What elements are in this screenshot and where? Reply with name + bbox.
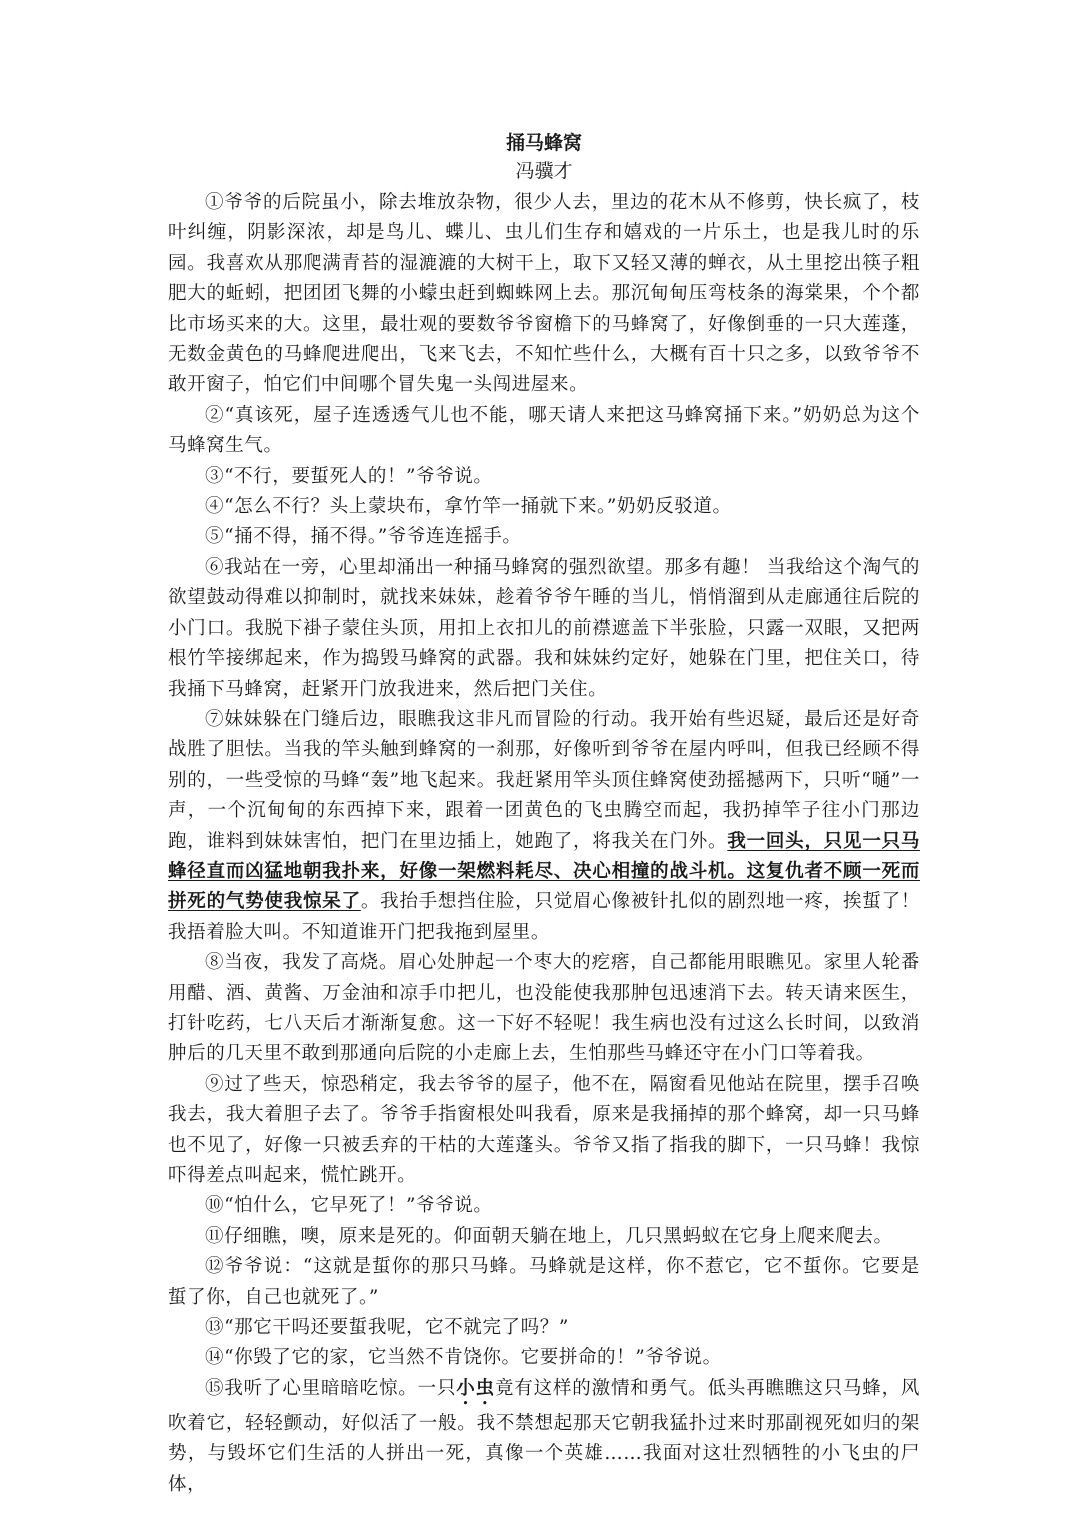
paragraph-2: ②“真该死，屋子连透透气儿也不能，哪天请人来把这马蜂窝捅下来。”奶奶总为这个马蜂窝生气。 [168,404,920,457]
paragraph-9: ⑨过了些天，惊恐稍定，我去爷爷的屋子，他不在，隔窗看见他站在院里，摆手召唤我去，我大着胆子去了。爷爷手指窗根处叫我看，原来是我捅掉的那个蜂窝，却一只马蜂也不见了，好像一只被丢弃的干枯的大莲蓬头。爷爷又指了指我的脚下，一只马蜂！我惊吓得差点叫起来，慌忙跳开。 [168,1073,920,1186]
paragraph-15-part-1: ⑮我听了心里暗暗吃惊。一只 [205,1377,457,1399]
paragraph-12: ⑫爷爷说：“这就是蜇你的那只马蜂。马蜂就是这样，你不惹它，它不蜇你。它要是蜇了你，自己也就死了。” [168,1256,920,1308]
paragraph-13: ⑬“那它干吗还要蜇我呢，它不就完了吗？” [205,1317,569,1339]
paragraph-7-part-3: 。我抬手想挡住脸，只觉眉心像被针扎似的剧烈地一疼，挨蜇了！我捂着脸大叫。不知道谁开门把我拖到屋里。 [168,891,920,943]
paragraph-4: ④“怎么不行？头上蒙块布，拿竹竿一捅就下来。”奶奶反驳道。 [205,496,732,518]
paragraph-3: ③“不行，要蜇死人的！”爷爷说。 [205,465,493,487]
article-author: 冯骥才 [515,160,573,182]
paragraph-15 [168,1374,920,1500]
paragraph-7 [168,705,920,948]
highlighted-sentence: 我一回头，只见一只马蜂径直而凶猛地朝我扑来，好像一架燃料耗尽、决心相撞的战斗机。这复仇者不顾一死而拼死的气势使我惊呆了 [168,830,920,913]
paragraph-1: ①爷爷的后院虽小，除去堆放杂物，很少人去，里边的花木从不修剪，快长疯了，枝叶纠缠，阴影深浓，却是鸟儿、蝶儿、虫儿们生存和嬉戏的一片乐土，也是我儿时的乐园。我喜欢从那爬满青苔的湿漉漉的大树干上，取下又轻又薄的蝉衣，从土里挖出筷子粗肥大的蚯蚓，把团团飞舞的小蠓虫赶到蜘蛛网上去。那沉甸甸压弯枝条的海棠果，个个都比市场买来的大。这里，最壮观的要数爷爷窗檐下的马蜂窝了，好像倒垂的一只大莲蓬，无数金黄色的马蜂爬进爬出，飞来飞去，不知忙些什么，大概有百十只之多，以致爷爷不敢开窗子，怕它们中间哪个冒失鬼一头闯进屋来。 [168,192,920,396]
paragraph-7-part-1: ⑦妹妹躲在门缝后边，眼瞧我这非凡而冒险的行动。我开始有些迟疑，最后还是好奇战胜了胆怯。当我的竿头触到蜂窝的一刹那，好像听到爷爷在屋内呼叫，但我已经顾不得别的，一些受惊的马蜂“轰”地飞起来。我赶紧用竿头顶住蜂窝使劲摇撼两下，只听“嗵”一声，一个沉甸甸的东西掉下来，跟着一团黄色的飞虫腾空而起，我扔掉竿子往小门那边跑，谁料到妹妹害怕，把门在里边插上，她跑了，将我关在门外。 [168,708,920,852]
paragraph-8: ⑧当夜，我发了高烧。眉心处肿起一个枣大的疙瘩，自己都能用眼瞧见。家里人轮番用醋、酒、黄酱、万金油和凉手巾把儿，也没能使我那肿包迅速消下去。转天请来医生，打针吃药，七八天后才渐渐复愈。这一下好不轻呢！我生病也没有过这么长时间，以致消肿后的几天里不敢到那通向后院的小走廊上去，生怕那些马蜂还守在小门口等着我。 [168,952,920,1065]
paragraph-15-part-3: 竟有这样的激情和勇气。低头再瞧瞧这只马蜂，风吹着它，轻轻颤动，好似活了一般。我不禁想起那天它朝我猛扑过来时那副视死如归的架势，与毁坏它们生活的人拼出一死，真像一个英雄……我面对这壮烈牺牲的小飞虫的尸体， [168,1377,921,1495]
emphasized-word: 小虫 [456,1377,495,1399]
paragraph-5: ⑤“捅不得，捅不得。”爷爷连连摇手。 [205,526,522,548]
paragraph-10: ⑩“怕什么，它早死了！”爷爷说。 [205,1195,493,1217]
paragraph-14: ⑭“你毁了它的家，它当然不肯饶你。它要拼命的！”爷爷说。 [205,1347,722,1369]
paragraph-11: ⑪仔细瞧，噢，原来是死的。仰面朝天躺在地上，几只黑蚂蚁在它身上爬来爬去。 [205,1225,893,1247]
article-title: 捅马蜂窝 [505,132,582,154]
paragraph-6: ⑥我站在一旁，心里却涌出一种捅马蜂窝的强烈欲望。那多有趣！ 当我给这个淘气的欲望鼓动得难以抑制时，就找来妹妹，趁着爷爷午睡的当儿，悄悄溜到从走廊通往后院的小门口。我脱下褂子蒙住头顶，用扣上衣扣儿的前襟遮盖下半张脸，只露一双眼，又把两根竹竿接绑起来，作为捣毁马蜂窝的武器。我和妹妹约定好，她躲在门里，把住关口，待我捅下马蜂窝，赶紧开门放我进来，然后把门关住。 [168,556,920,700]
